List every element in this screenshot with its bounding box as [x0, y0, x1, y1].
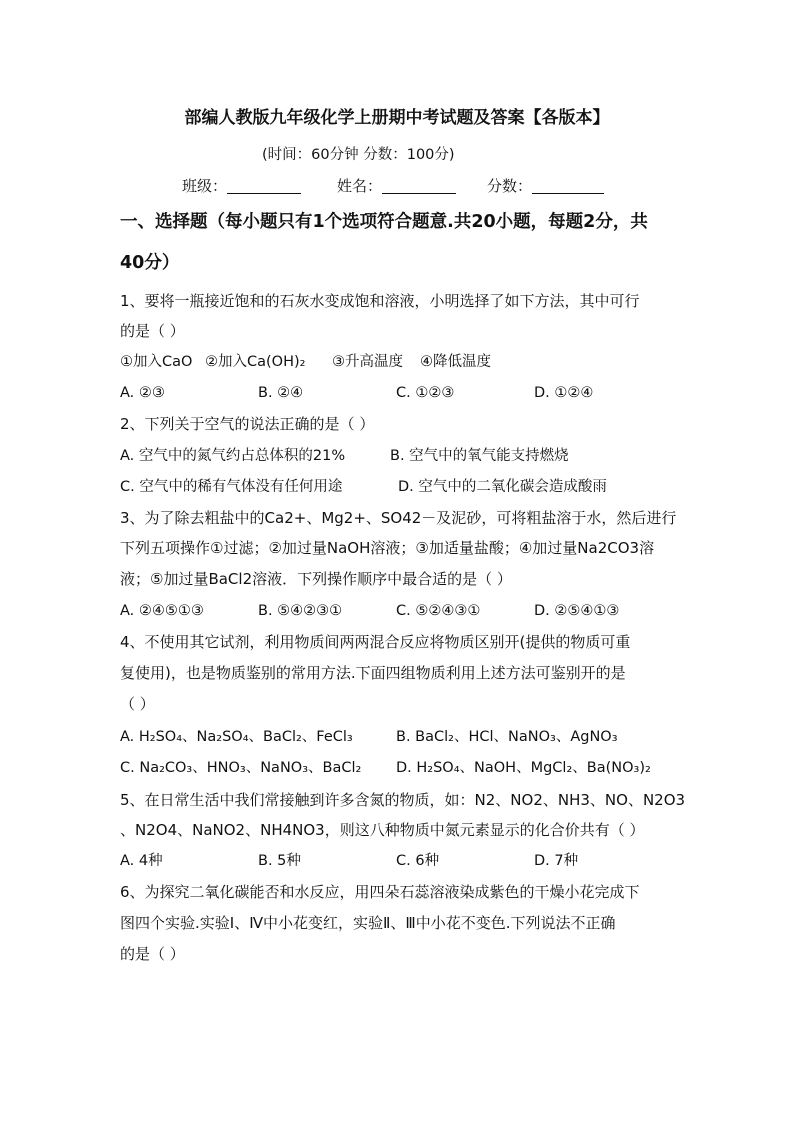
- question-6-text-cont: 图四个实验.实验Ⅰ、Ⅳ中小花变红，实验Ⅱ、Ⅲ中小花不变色.下列说法不正确: [120, 914, 616, 932]
- question-5-text: 5、在日常生活中我们常接触到许多含氮的物质，如：N2、NO2、NH3、NO、N2O3: [120, 791, 686, 809]
- option-a: A. 空气中的氮气约占总体积的21%: [120, 448, 346, 464]
- score-blank: [532, 177, 604, 194]
- question-4-text-cont: 复使用)，也是物质鉴别的常用方法.下面四组物质利用上述方法可鉴别开的是: [120, 664, 626, 682]
- question-5-text-cont: 、N2O4、NaNO2、NH4NO3，则这八种物质中氮元素显示的化合价共有（ ）: [120, 821, 645, 839]
- option-c: C. ①②③: [396, 385, 455, 401]
- class-field: [182, 176, 301, 196]
- question-3-text-cont: 下列五项操作①过滤；②加过量NaOH溶液；③加适量盐酸；④加过量Na2CO3溶: [120, 539, 655, 557]
- option-a: A. ②③: [120, 385, 165, 401]
- question-3-text-cont2: 液；⑤加过量BaCl2溶液．下列操作顺序中最合适的是（ ）: [120, 570, 512, 588]
- name-field: [337, 176, 456, 196]
- option-d: D. H₂SO₄、NaOH、MgCl₂、Ba(NO₃)₂: [396, 760, 651, 776]
- question-3-options: [120, 601, 680, 621]
- option-b: B. 空气中的氧气能支持燃烧: [390, 448, 569, 464]
- option-b: B. ⑤④②③①: [258, 603, 343, 619]
- question-1-text: 1、要将一瓶接近饱和的石灰水变成饱和溶液，小明选择了如下方法，其中可行: [120, 292, 640, 310]
- score-label: 分数：: [487, 177, 533, 195]
- method-4: ④降低温度: [420, 354, 491, 370]
- option-d: D. ②⑤④①③: [534, 603, 620, 619]
- class-label: 班级：: [182, 177, 228, 195]
- method-3: ③升高温度: [332, 354, 403, 370]
- question-6-text-cont2: 的是（ ）: [120, 945, 185, 963]
- page-title: 部编人教版九年级化学上册期中考试题及答案【各版本】: [184, 108, 610, 128]
- option-a: A. ②④⑤①③: [120, 603, 204, 619]
- class-blank: [227, 177, 301, 194]
- option-a: A. 4种: [120, 853, 163, 869]
- question-4-options-ab: [120, 727, 680, 747]
- question-1-methods: [120, 352, 680, 372]
- section-heading-cont: 40分）: [120, 253, 180, 273]
- question-1-text-cont: 的是（ ）: [120, 322, 185, 340]
- option-d: D. 空气中的二氧化碳会造成酸雨: [398, 479, 607, 495]
- option-c: C. ⑤②④③①: [396, 603, 481, 619]
- score-field: [487, 176, 604, 196]
- option-c: C. 空气中的稀有气体没有任何用途: [120, 479, 343, 495]
- option-b: B. ②④: [258, 385, 304, 401]
- method-2: ②加入Ca(OH)₂: [205, 354, 306, 370]
- question-1-options: [120, 383, 680, 403]
- question-4-options-cd: [120, 758, 680, 778]
- name-label: 姓名：: [337, 177, 383, 195]
- option-b: B. 5种: [258, 853, 301, 869]
- option-d: D. ①②④: [534, 385, 594, 401]
- question-5-options: [120, 851, 680, 871]
- option-c: C. 6种: [396, 853, 440, 869]
- question-3-text: 3、为了除去粗盐中的Ca2+、Mg2+、SO42－及泥砂，可将粗盐溶于水，然后进行: [120, 509, 677, 527]
- question-2-text: 2、下列关于空气的说法正确的是（ ）: [120, 415, 375, 433]
- option-b: B. BaCl₂、HCl、NaNO₃、AgNO₃: [396, 729, 618, 745]
- question-4-text: 4、不使用其它试剂，利用物质间两两混合反应将物质区别开(提供的物质可重: [120, 633, 631, 651]
- question-2-options-cd: [120, 477, 680, 497]
- option-a: A. H₂SO₄、Na₂SO₄、BaCl₂、FeCl₃: [120, 729, 353, 745]
- name-blank: [382, 177, 456, 194]
- question-2-options-ab: [120, 446, 680, 466]
- option-d: D. 7种: [534, 853, 579, 869]
- section-heading: 一、选择题（每小题只有1个选项符合题意.共20小题，每题2分，共: [120, 212, 648, 232]
- method-1: ①加入CaO: [120, 354, 193, 370]
- option-c: C. Na₂CO₃、HNO₃、NaNO₃、BaCl₂: [120, 760, 362, 776]
- question-6-text: 6、为探究二氧化碳能否和水反应，用四朵石蕊溶液染成紫色的干燥小花完成下: [120, 883, 640, 901]
- time-score-line: (时间：60分钟 分数：100分): [262, 147, 455, 163]
- question-4-text-cont2: （ ）: [120, 695, 155, 713]
